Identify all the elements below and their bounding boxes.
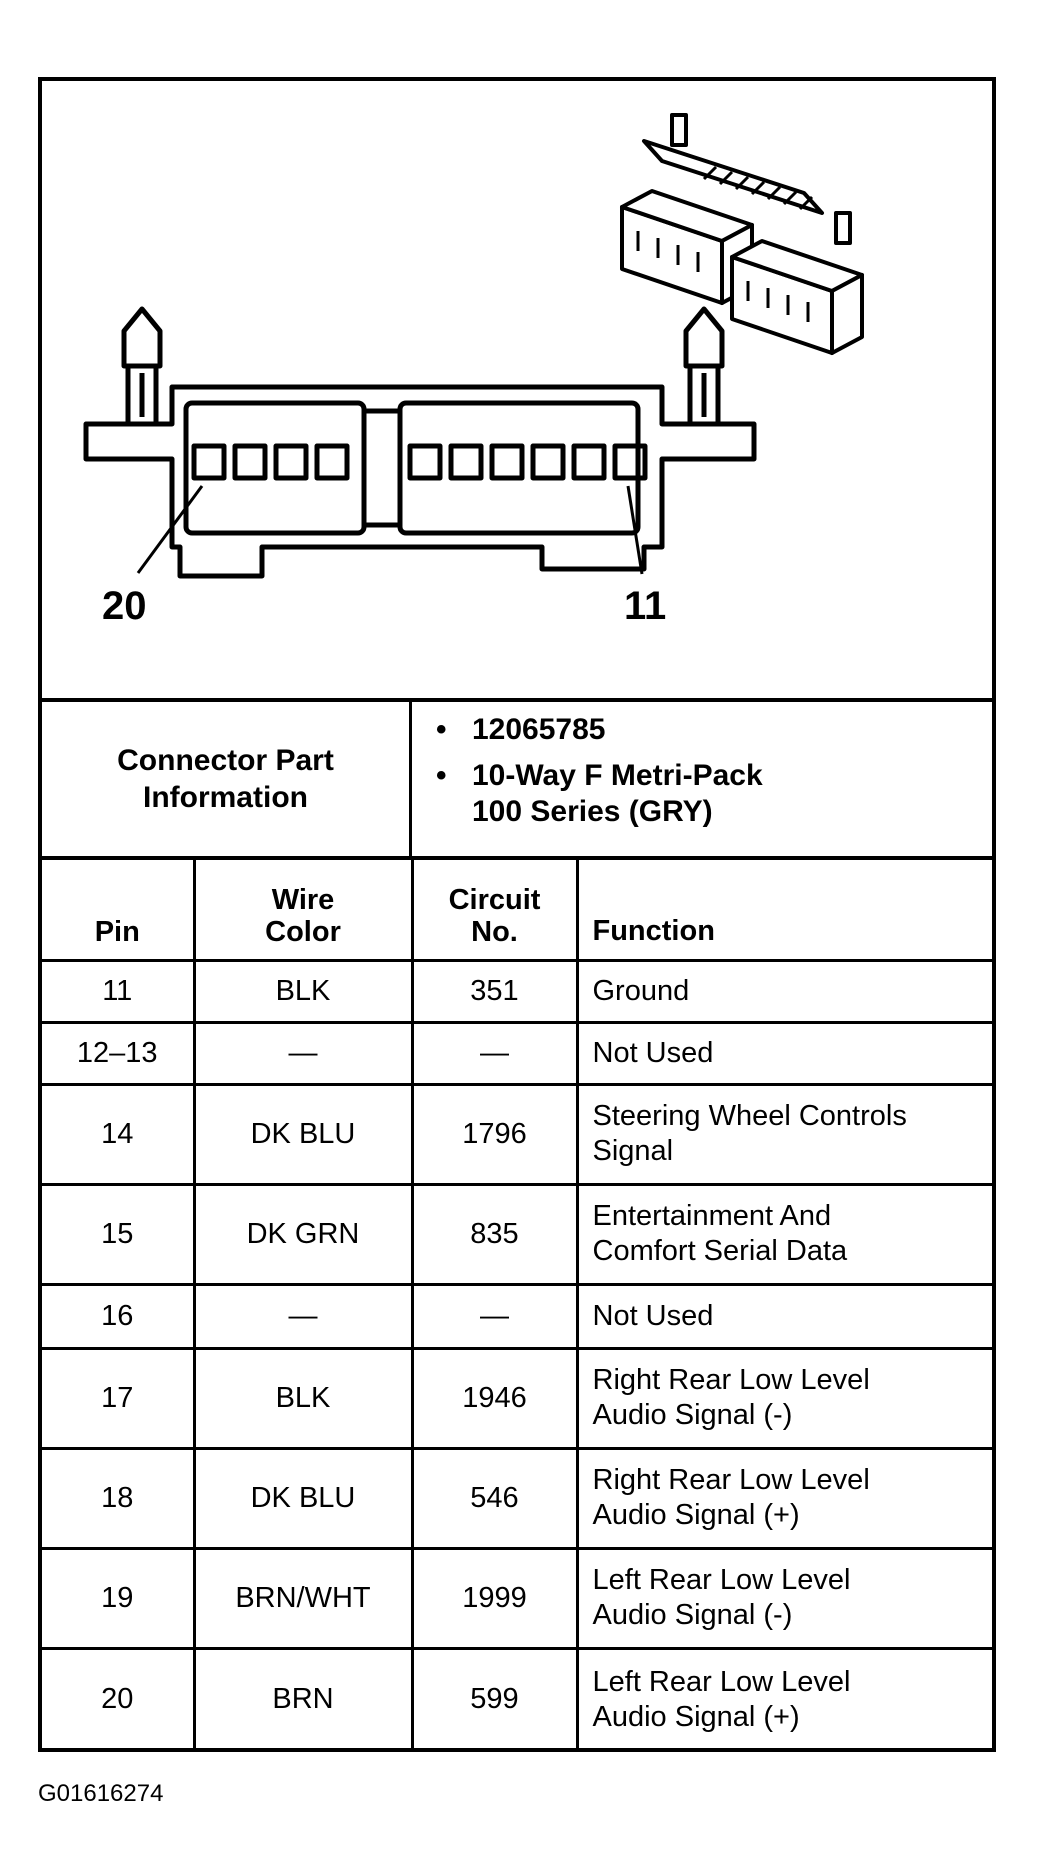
header-circuit-no: Circuit No. [412, 858, 577, 960]
header-wire-color: Wire Color [194, 858, 412, 960]
pin-cell: 18 [42, 1448, 194, 1548]
wire-color-cell: BLK [194, 1348, 412, 1448]
circuit-cell: 351 [412, 960, 577, 1022]
wire-color-cell: DK BLU [194, 1084, 412, 1184]
wire-color-cell: BRN [194, 1648, 412, 1750]
wire-color-cell: DK GRN [194, 1184, 412, 1284]
wire-color-cell: — [194, 1022, 412, 1084]
pin-11-label: 11 [624, 584, 667, 628]
table-row [42, 1184, 992, 1284]
table-row [42, 960, 992, 1022]
wire-color-cell: DK BLU [194, 1448, 412, 1548]
pin-cell: 15 [42, 1184, 194, 1284]
table-row [42, 1548, 992, 1648]
connector-card [38, 77, 996, 1752]
circuit-cell: 599 [412, 1648, 577, 1750]
part-number: • 12065785 [472, 712, 992, 748]
function-cell: Entertainment And Comfort Serial Data [577, 1184, 992, 1284]
function-cell: Left Rear Low Level Audio Signal (+) [577, 1648, 992, 1750]
circuit-cell: — [412, 1284, 577, 1348]
function-cell: Ground [577, 960, 992, 1022]
table-row [42, 1648, 992, 1750]
header-pin: Pin [42, 858, 194, 960]
connector-info-label-cell [42, 702, 412, 856]
pin-20-label: 20 [102, 584, 147, 628]
circuit-cell: 1796 [412, 1084, 577, 1184]
pin-cell: 11 [42, 960, 194, 1022]
function-cell: Right Rear Low Level Audio Signal (+) [577, 1448, 992, 1548]
function-cell: Steering Wheel Controls Signal [577, 1084, 992, 1184]
circuit-cell: 546 [412, 1448, 577, 1548]
circuit-cell: 1946 [412, 1348, 577, 1448]
table-row [42, 1348, 992, 1448]
connector-illustration [42, 81, 992, 698]
table-row [42, 1284, 992, 1348]
connector-diagram [42, 81, 992, 698]
connector-info [42, 698, 992, 856]
pin-cell: 16 [42, 1284, 194, 1348]
pin-table [42, 856, 992, 1750]
function-cell: Not Used [577, 1022, 992, 1084]
pin-cell: 12–13 [42, 1022, 194, 1084]
circuit-cell: 835 [412, 1184, 577, 1284]
figure-code: G01616274 [38, 1780, 164, 1807]
wire-color-cell: BRN/WHT [194, 1548, 412, 1648]
table-row [42, 1022, 992, 1084]
wire-color-cell: — [194, 1284, 412, 1348]
circuit-cell: 1999 [412, 1548, 577, 1648]
pin-cell: 14 [42, 1084, 194, 1184]
header-function: Function [577, 858, 992, 960]
table-row [42, 1448, 992, 1548]
function-cell: Right Rear Low Level Audio Signal (-) [577, 1348, 992, 1448]
circuit-cell: — [412, 1022, 577, 1084]
pin-cell: 20 [42, 1648, 194, 1750]
pin-cell: 19 [42, 1548, 194, 1648]
table-header-row [42, 858, 992, 960]
function-cell: Not Used [577, 1284, 992, 1348]
connector-description: • 10-Way F Metri-Pack 100 Series (GRY) [472, 758, 992, 830]
connector-info-values [412, 702, 992, 856]
function-cell: Left Rear Low Level Audio Signal (-) [577, 1548, 992, 1648]
wire-color-cell: BLK [194, 960, 412, 1022]
table-row [42, 1084, 992, 1184]
connector-info-label: Connector Part Information [117, 743, 334, 814]
pin-cell: 17 [42, 1348, 194, 1448]
